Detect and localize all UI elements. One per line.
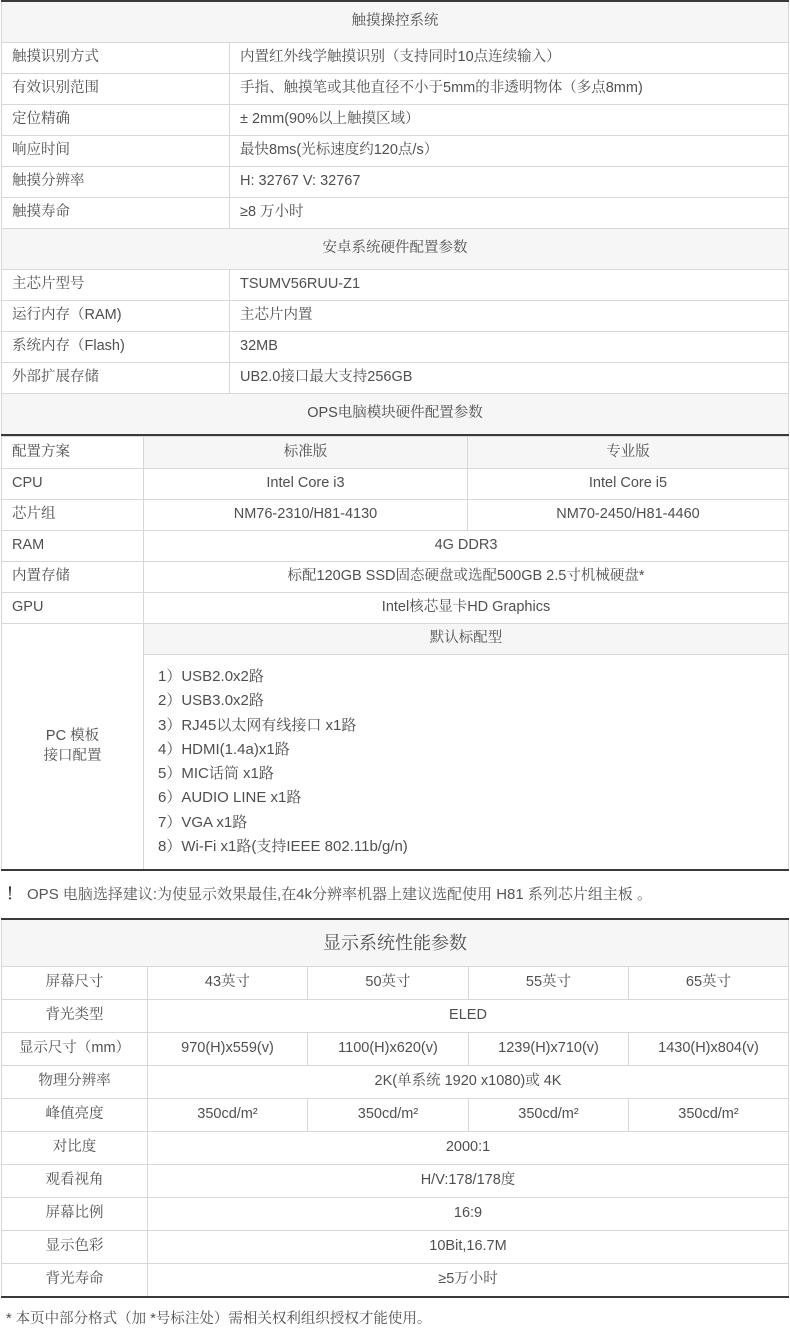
pc-interface-label xyxy=(2,624,144,871)
row-label: 触摸寿命 xyxy=(2,198,230,229)
list-item: 7）VGA x1路 xyxy=(158,813,248,831)
row-label: 系统内存（Flash) xyxy=(2,332,230,363)
display-spec-table xyxy=(1,918,789,1298)
row-label: 观看视角 xyxy=(2,1165,148,1198)
row-value: H/V:178/178度 xyxy=(148,1165,789,1198)
row-value: 32MB xyxy=(230,332,789,363)
row-value-pro: NM70-2450/H81-4460 xyxy=(468,500,789,531)
row-value: H: 32767 V: 32767 xyxy=(230,167,789,198)
table-row xyxy=(2,1264,789,1297)
list-item: 6）AUDIO LINE x1路 xyxy=(158,789,302,807)
row-value: UB2.0接口最大支持256GB xyxy=(230,363,789,394)
row-label: 显示色彩 xyxy=(2,1231,148,1264)
row-value: 主芯片内置 xyxy=(230,301,789,332)
table-row xyxy=(2,1099,789,1132)
row-value: Intel核芯显卡HD Graphics xyxy=(144,593,789,624)
size-col-65: 65英寸 xyxy=(629,967,789,1000)
row-value: TSUMV56RUU-Z1 xyxy=(230,270,789,301)
row-value-standard: Intel Core i3 xyxy=(144,469,468,500)
section-title-display: 显示系统性能参数 xyxy=(2,919,789,967)
ops-header-label: 配置方案 xyxy=(2,437,144,469)
pc-interface-label-line2: 接口配置 xyxy=(43,747,102,764)
row-value-50: 1100(H)x620(v) xyxy=(308,1033,469,1066)
ports-subheader: 默认标配型 xyxy=(144,624,789,655)
table-row xyxy=(2,593,789,624)
row-label: GPU xyxy=(2,593,144,624)
ops-selection-note xyxy=(0,871,790,918)
row-value: 10Bit,16.7M xyxy=(148,1231,789,1264)
row-value-43: 970(H)x559(v) xyxy=(148,1033,308,1066)
list-item: 1）USB2.0x2路 xyxy=(158,668,264,685)
section-title-touch: 触摸操控系统 xyxy=(2,1,789,43)
ops-header-standard: 标准版 xyxy=(144,437,468,469)
hardware-spec-table xyxy=(1,0,789,436)
ops-module-table xyxy=(1,436,789,871)
row-label: 对比度 xyxy=(2,1132,148,1165)
row-label: 触摸分辨率 xyxy=(2,167,230,198)
table-row xyxy=(2,270,789,301)
table-row xyxy=(2,363,789,394)
row-value: 最快8ms(光标速度约120点/s） xyxy=(230,136,789,167)
row-label: 背光类型 xyxy=(2,1000,148,1033)
table-row xyxy=(2,1033,789,1066)
row-label: 运行内存（RAM) xyxy=(2,301,230,332)
page-footnote: * 本页中部分格式（加 *号标注处）需相关权利组织授权才能使用。 xyxy=(6,1310,432,1327)
table-row xyxy=(2,198,789,229)
display-size-header-row xyxy=(2,967,789,1000)
size-col-43: 43英寸 xyxy=(148,967,308,1000)
row-label: 显示尺寸（mm） xyxy=(2,1033,148,1066)
table-row xyxy=(2,1198,789,1231)
row-label: 内置存储 xyxy=(2,562,144,593)
list-item: 3）RJ45以太网有线接口 x1路 xyxy=(158,716,357,734)
table-row xyxy=(2,74,789,105)
table-row xyxy=(2,1132,789,1165)
row-value-43: 350cd/m² xyxy=(148,1099,308,1132)
ports-list-cell xyxy=(144,655,789,871)
pc-interface-label-line1: PC 模板 xyxy=(45,728,100,745)
ports-list xyxy=(154,655,778,869)
row-value: ELED xyxy=(148,1000,789,1033)
row-label: 响应时间 xyxy=(2,136,230,167)
size-col-50: 50英寸 xyxy=(308,967,469,1000)
section-header-row xyxy=(2,229,789,270)
row-label: CPU xyxy=(2,469,144,500)
list-item: 8）Wi-Fi x1路(支持IEEE 802.11b/g/n) xyxy=(158,838,408,856)
section-header-row xyxy=(2,1,789,43)
section-header-row xyxy=(2,394,789,436)
list-item: 2）USB3.0x2路 xyxy=(158,692,264,710)
row-value: ≥8 万小时 xyxy=(230,198,789,229)
row-value: 手指、触摸笔或其他直径不小于5mm的非透明物体（多点8mm) xyxy=(230,74,789,105)
table-row xyxy=(2,1000,789,1033)
row-value-pro: Intel Core i5 xyxy=(468,469,789,500)
row-value: 标配120GB SSD固态硬盘或选配500GB 2.5寸机械硬盘* xyxy=(144,562,789,593)
row-label: 峰值亮度 xyxy=(2,1099,148,1132)
table-row xyxy=(2,136,789,167)
row-value: 2K(单系统 1920 x1080)或 4K xyxy=(148,1066,789,1099)
ports-subheader-row xyxy=(2,624,789,655)
row-label: 背光寿命 xyxy=(2,1264,148,1297)
section-title-ops: OPS电脑模块硬件配置参数 xyxy=(2,394,789,436)
table-row xyxy=(2,469,789,500)
exclamation-icon: ！ xyxy=(6,886,23,904)
table-row xyxy=(2,332,789,363)
table-row xyxy=(2,1165,789,1198)
note-text: OPS 电脑选择建议:为使显示效果最佳,在4k分辨率机器上建议选配使用 H81 系列芯片组主板 。 xyxy=(27,886,653,904)
row-label: 外部扩展存储 xyxy=(2,363,230,394)
list-item: 4）HDMI(1.4a)x1路 xyxy=(158,740,290,758)
row-label: 触摸识别方式 xyxy=(2,43,230,74)
size-col-55: 55英寸 xyxy=(469,967,629,1000)
row-value: 4G DDR3 xyxy=(144,531,789,562)
row-value-55: 1239(H)x710(v) xyxy=(469,1033,629,1066)
row-value-65: 1430(H)x804(v) xyxy=(629,1033,789,1066)
row-value-standard: NM76-2310/H81-4130 xyxy=(144,500,468,531)
row-label: 物理分辨率 xyxy=(2,1066,148,1099)
ops-header-pro: 专业版 xyxy=(468,437,789,469)
row-value: ± 2mm(90%以上触摸区域） xyxy=(230,105,789,136)
table-row xyxy=(2,562,789,593)
table-row xyxy=(2,301,789,332)
row-value: ≥5万小时 xyxy=(148,1264,789,1297)
table-row xyxy=(2,1231,789,1264)
row-value: 16:9 xyxy=(148,1198,789,1231)
row-value-50: 350cd/m² xyxy=(308,1099,469,1132)
table-row xyxy=(2,500,789,531)
row-label: 芯片组 xyxy=(2,500,144,531)
table-row xyxy=(2,167,789,198)
row-value-55: 350cd/m² xyxy=(469,1099,629,1132)
table-row xyxy=(2,1066,789,1099)
row-label: 主芯片型号 xyxy=(2,270,230,301)
row-label: 屏幕比例 xyxy=(2,1198,148,1231)
row-value: 2000:1 xyxy=(148,1132,789,1165)
table-row xyxy=(2,531,789,562)
row-label: 屏幕尺寸 xyxy=(2,967,148,1000)
ops-column-header-row xyxy=(2,437,789,469)
row-value-65: 350cd/m² xyxy=(629,1099,789,1132)
row-value: 内置红外线学触摸识别（支持同时10点连续输入） xyxy=(230,43,789,74)
row-label: 有效识别范围 xyxy=(2,74,230,105)
section-title-android: 安卓系统硬件配置参数 xyxy=(2,229,789,270)
table-row xyxy=(2,43,789,74)
row-label: RAM xyxy=(2,531,144,562)
table-row xyxy=(2,105,789,136)
list-item: 5）MIC话筒 x1路 xyxy=(158,765,274,783)
row-label: 定位精确 xyxy=(2,105,230,136)
section-header-row xyxy=(2,919,789,967)
